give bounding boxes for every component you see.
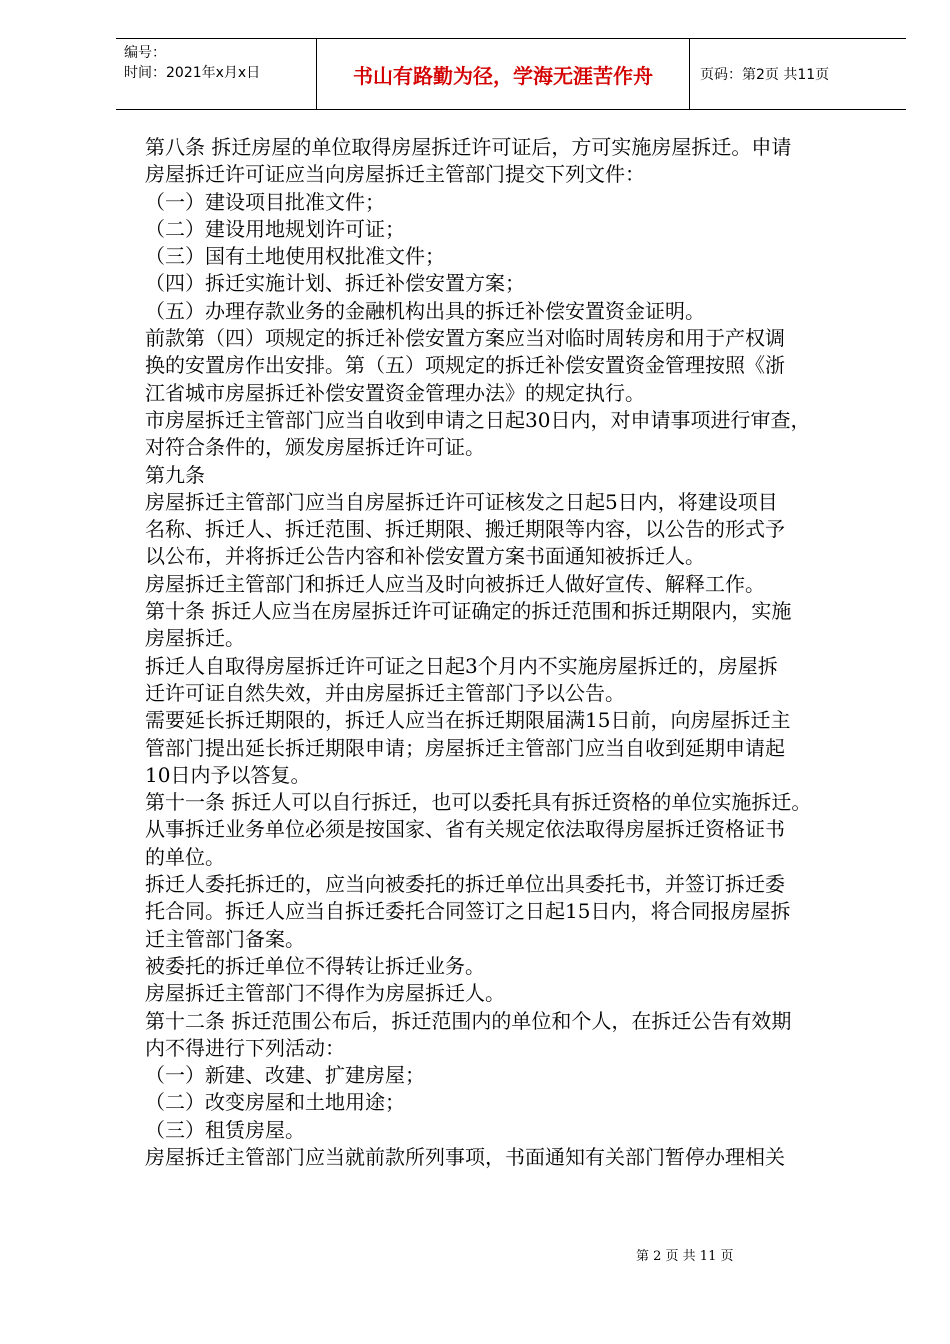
text-line: 换的安置房作出安排。第（五）项规定的拆迁补偿安置资金管理按照《浙	[145, 353, 785, 378]
text-line: 第十条 拆迁人应当在房屋拆迁许可证确定的拆迁范围和拆迁期限内，实施	[145, 599, 792, 624]
header-motto: 书山有路勤为径，学海无涯苦作舟	[353, 63, 653, 88]
text-line: 房屋拆迁。	[145, 626, 245, 651]
text-line: 对符合条件的，颁发房屋拆迁许可证。	[145, 435, 485, 460]
header-page-number: 页码：第2页 共11页	[700, 67, 830, 83]
text-line: 托合同。拆迁人应当自拆迁委托合同签订之日起15日内，将合同报房屋拆	[145, 899, 791, 924]
text-line: 房屋拆迁主管部门应当自房屋拆迁许可证核发之日起5日内，将建设项目	[145, 489, 778, 514]
serial-label: 编号：	[124, 45, 166, 61]
text-line: （四）拆迁实施计划、拆迁补偿安置方案；	[145, 271, 525, 296]
text-line: 第十一条 拆迁人可以自行拆迁，也可以委托具有拆迁资格的单位实施拆迁。	[145, 790, 812, 815]
text-line: 被委托的拆迁单位不得转让拆迁业务。	[145, 953, 485, 978]
header-motto-cell	[316, 39, 690, 109]
text-line: 第九条	[145, 462, 205, 487]
text-line: 第八条 拆迁房屋的单位取得房屋拆迁许可证后，方可实施房屋拆迁。申请	[145, 135, 792, 159]
text-line: 内不得进行下列活动：	[145, 1035, 345, 1060]
text-line: 房屋拆迁主管部门和拆迁人应当及时向被拆迁人做好宣传、解释工作。	[145, 571, 765, 596]
page-footer: 第 2 页 共 11 页	[636, 1249, 734, 1264]
text-line: 市房屋拆迁主管部门应当自收到申请之日起30日内，对申请事项进行审查，	[145, 407, 811, 432]
document-body	[145, 134, 885, 1171]
text-line: 房屋拆迁主管部门不得作为房屋拆迁人。	[145, 981, 505, 1006]
text-line: （三）租赁房屋。	[145, 1117, 305, 1142]
text-line: 以公布，并将拆迁公告内容和补偿安置方案书面通知被拆迁人。	[145, 544, 705, 569]
header-page-cell	[690, 39, 906, 109]
text-line: 前款第（四）项规定的拆迁补偿安置方案应当对临时周转房和用于产权调	[145, 326, 785, 351]
header-meta	[116, 39, 316, 109]
text-line: 名称、拆迁人、拆迁范围、拆迁期限、搬迁期限等内容，以公告的形式予	[145, 517, 785, 542]
text-line: 第十二条 拆迁范围公布后，拆迁范围内的单位和个人，在拆迁公告有效期	[145, 1008, 792, 1033]
text-line: 江省城市房屋拆迁补偿安置资金管理办法》的规定执行。	[145, 380, 645, 405]
text-line: 从事拆迁业务单位必须是按国家、省有关规定依法取得房屋拆迁资格证书	[145, 817, 785, 842]
page-header	[116, 38, 906, 110]
text-line: （一）新建、改建、扩建房屋；	[145, 1063, 425, 1088]
text-line: （一）建设项目批准文件；	[145, 189, 385, 214]
text-line: （二）建设用地规划许可证；	[145, 216, 405, 241]
text-line: 迁主管部门备案。	[145, 926, 305, 951]
text-line: 10日内予以答复。	[145, 762, 311, 787]
text-line: 房屋拆迁许可证应当向房屋拆迁主管部门提交下列文件：	[145, 162, 645, 187]
text-line: （三）国有土地使用权批准文件；	[145, 244, 445, 269]
text-line: 需要延长拆迁期限的，拆迁人应当在拆迁期限届满15日前，向房屋拆迁主	[145, 708, 791, 733]
text-line: 拆迁人自取得房屋拆迁许可证之日起3个月内不实施房屋拆迁的，房屋拆	[145, 653, 778, 678]
text-line: 拆迁人委托拆迁的，应当向被委托的拆迁单位出具委托书，并签订拆迁委	[145, 872, 785, 897]
time-label: 时间：2021年x月x日	[124, 65, 261, 81]
text-line: 房屋拆迁主管部门应当就前款所列事项，书面通知有关部门暂停办理相关	[145, 1144, 785, 1169]
text-line: （五）办理存款业务的金融机构出具的拆迁补偿安置资金证明。	[145, 298, 705, 323]
text-line: 的单位。	[145, 844, 225, 869]
text-line: （二）改变房屋和土地用途；	[145, 1090, 405, 1115]
text-line: 迁许可证自然失效，并由房屋拆迁主管部门予以公告。	[145, 680, 625, 705]
text-line: 管部门提出延长拆迁期限申请；房屋拆迁主管部门应当自收到延期申请起	[145, 735, 785, 760]
